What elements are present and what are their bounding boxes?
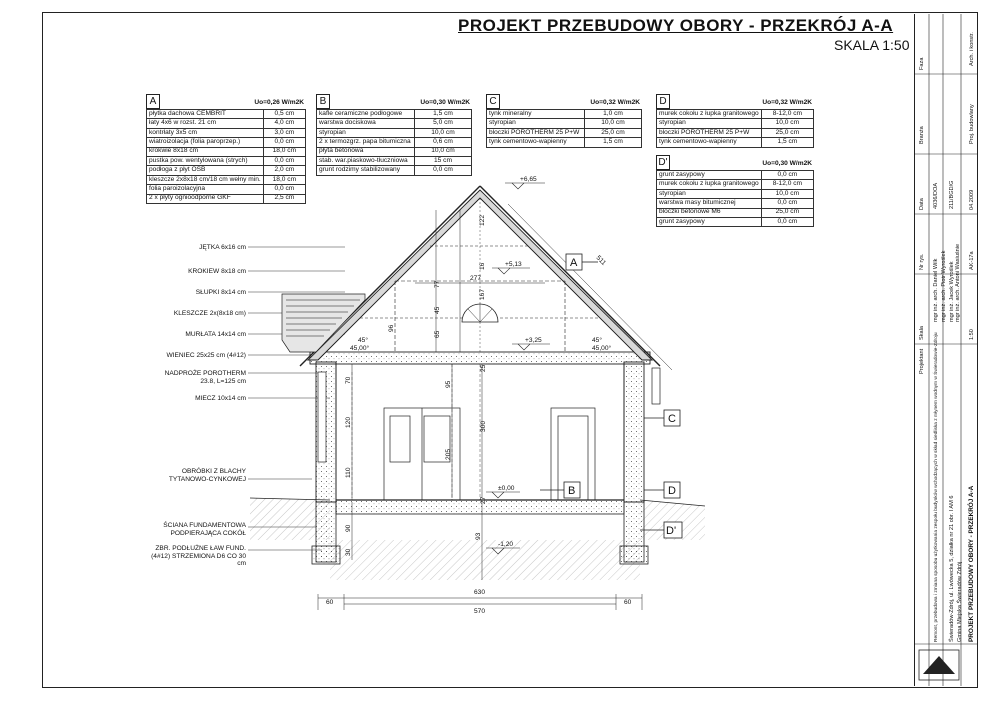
dim-left: 60 — [326, 599, 334, 606]
tb-date: 04.2009 — [969, 189, 975, 210]
layer-material: kafle ceramiczne podłogowe — [317, 110, 415, 119]
dim-angle-1: 45° — [358, 337, 368, 344]
layer-material: warstwa dociskowa — [317, 119, 415, 128]
layer-thickness: 0,0 cm — [761, 171, 813, 180]
layer-thickness: 10,0 cm — [415, 147, 472, 156]
layer-thickness: 10,0 cm — [761, 189, 813, 198]
label-slupki: SŁUPKI 8x14 cm — [195, 289, 246, 296]
layer-material: bloczki betonowe M6 — [657, 208, 762, 217]
layer-thickness: 25,0 cm — [585, 128, 642, 137]
layer-letter: D' — [656, 155, 670, 170]
layer-letter: C — [486, 94, 500, 109]
layer-thickness: 0,5 cm — [263, 110, 305, 119]
layer-thickness: 2,5 cm — [263, 194, 305, 203]
dim-16: 16 — [479, 262, 486, 270]
layer-material: styropian — [657, 119, 762, 128]
label-wieniec: WIENIEC 25x25 cm (4#12) — [166, 352, 246, 359]
tb-project-desc: Remont, przebudowa i zmiana sposobu użytkowania zespołu budynków wchodzących w skład siedliska z młynem wodnym w Świeradowie-Zdroju — [934, 332, 939, 642]
studio-logo-mark — [923, 656, 955, 674]
marker-d-prime: D' — [666, 525, 677, 537]
dim-27: 27 — [480, 496, 487, 504]
dim-110: 110 — [345, 467, 352, 478]
layer-thickness: 8-12,0 cm — [761, 110, 813, 119]
label-murlata: MURŁATA 14x14 cm — [185, 331, 246, 338]
marker-a: A — [570, 257, 578, 269]
layer-thickness: 10,0 cm — [415, 128, 472, 137]
layer-material: tynk cementowo-wapienny — [657, 138, 762, 147]
tb-drawing-title: PROJEKT PRZEBUDOWY OBORY - PRZEKRÓJ A-A — [968, 485, 975, 642]
downpipes — [318, 368, 660, 462]
marker-d: D — [668, 485, 676, 497]
layer-letter: A — [146, 94, 160, 109]
layer-uvalue: Uo=0,26 W/m2K — [254, 99, 304, 106]
layer-thickness: 15 cm — [415, 156, 472, 165]
layer-thickness: 0,0 cm — [263, 185, 305, 194]
dim-96: 96 — [388, 324, 395, 332]
layer-thickness: 1,5 cm — [585, 138, 642, 147]
dim-120: 120 — [345, 416, 352, 428]
label-zbrojenie: ZBR. PODŁUŻNE ŁAW FUND.(4#12) STRZEMIONA D6 CO 30 cm — [151, 545, 246, 567]
dim-right: 60 — [624, 599, 632, 606]
tb-address: Świeradów-Zdrój, ul. Lwówecka 5, działka nr 21 obr. I AM 6 — [949, 495, 955, 642]
layer-thickness: 10,0 cm — [761, 119, 813, 128]
layer-material: 2 x termozgrz. papa bitumiczna — [317, 138, 415, 147]
layer-thickness: 10,0 cm — [585, 119, 642, 128]
layer-material: murek cokołu z łupka granitowego — [657, 110, 762, 119]
label-krokiew: KROKIEW 8x18 cm — [188, 268, 246, 275]
tb-drawing-no-label: Nr rys. — [919, 253, 925, 270]
layer-material: styropian — [317, 128, 415, 137]
layer-thickness: 0,0 cm — [761, 217, 813, 226]
tb-drawing-no: AK-17a — [969, 251, 975, 270]
dim-95: 95 — [445, 380, 452, 388]
label-miecz: MIECZ 10x14 cm — [195, 395, 246, 402]
tb-licence-1: 4036/DOA — [933, 182, 939, 209]
layer-thickness: 0,0 cm — [263, 156, 305, 165]
level-markers — [486, 183, 550, 554]
label-sciana-fund: ŚCIANA FUNDAMENTOWA PODPIERAJĄCA COKÓŁ — [163, 522, 246, 537]
layer-thickness: 8-12,0 cm — [761, 180, 813, 189]
level-665: +6,65 — [520, 176, 537, 183]
level-325: +3,25 — [525, 337, 542, 344]
layer-thickness: 3,0 cm — [263, 128, 305, 137]
layer-material: łaty 4x6 w rozst. 21 cm — [147, 119, 264, 128]
dim-30: 30 — [345, 548, 352, 556]
layer-thickness: 1,5 cm — [415, 110, 472, 119]
layer-material: krokwie 8x18 cm — [147, 147, 264, 156]
layer-material: podłoga z płyt OSB — [147, 166, 264, 175]
label-nadproze: NADPROŻE POROTHERM 23.8, L=125 cm — [164, 370, 246, 385]
dim-77: 77 — [434, 280, 441, 288]
tb-licence-2: 211/BGD/G — [949, 180, 955, 209]
dim-ridge: 277 — [470, 275, 482, 282]
dim-93: 93 — [475, 532, 482, 540]
layer-material: folia paroizolacyjna — [147, 185, 264, 194]
dim-65: 65 — [434, 330, 441, 338]
dim-205: 205 — [445, 448, 452, 460]
dim-70: 70 — [345, 376, 352, 384]
layer-thickness: 0,0 cm — [761, 199, 813, 208]
tb-phase: Proj. budowlany — [969, 104, 975, 144]
layer-thickness: 4,0 cm — [263, 119, 305, 128]
label-jetka: JĘTKA 6x16 cm — [199, 244, 246, 251]
layer-uvalue: Uo=0,30 W/m2K — [420, 99, 470, 106]
layer-thickness: 5,0 cm — [415, 119, 472, 128]
title-block — [914, 14, 977, 686]
marker-b: B — [568, 485, 576, 497]
layer-material: grunt zasypowy — [657, 217, 762, 226]
layer-material: wiatroizolacja (folia paroprzep.) — [147, 138, 264, 147]
dim-90: 90 — [345, 524, 352, 532]
dim-angle-4: 45,00° — [592, 345, 612, 352]
layer-material: grunt rodzimy stabilizowany — [317, 166, 415, 175]
drawing-title: PROJEKT PRZEBUDOWY OBORY - PRZEKRÓJ A-A — [458, 16, 894, 35]
layer-material: kontrłaty 3x5 cm — [147, 128, 264, 137]
layer-uvalue: Uo=0,30 W/m2K — [762, 160, 812, 167]
layer-material: bloczki POROTHERM 25 P+W — [657, 128, 762, 137]
dim-inner: 570 — [474, 608, 486, 615]
layer-material: płyta betonowa — [317, 147, 415, 156]
layer-material: bloczki POROTHERM 25 P+W — [487, 128, 585, 137]
layer-material: stab. war.piaskowo-tłuczniowa — [317, 156, 415, 165]
layer-thickness: 0,6 cm — [415, 138, 472, 147]
title-block-grid — [915, 14, 977, 686]
dim-angle-3: 45° — [592, 337, 602, 344]
dim-roof: 511 — [594, 254, 607, 267]
label-obrobki: OBRÓBKI Z BLACHY TYTANOWO-CYNKOWEJ — [168, 468, 246, 483]
tb-person-1: mgr inż. arch. Daniel Wilk — [933, 258, 939, 322]
layer-material: styropian — [487, 119, 585, 128]
layer-material: murek cokołu z łupka granitowego — [657, 180, 762, 189]
dim-overall: 630 — [474, 589, 486, 596]
layer-letter: D — [656, 94, 670, 109]
layer-material: kleszcze 2x8x18 cm/18 cm wełny min. — [147, 175, 264, 184]
drawing-scale: SKALA 1:50 — [834, 37, 910, 53]
tb-person-4: mgr inż. arch. Antoni Wasiuśnie — [955, 243, 961, 322]
tb-investor: Gmina Miejska Świeradów Zdrój — [957, 561, 963, 642]
layer-material: grunt zasypowy — [657, 171, 762, 180]
tb-person-3: mgr inż. Jacek Wyroślek — [949, 261, 955, 322]
dim-25: 25 — [480, 364, 487, 372]
layer-thickness: 2,0 cm — [263, 166, 305, 175]
layer-material: 2 x płyty ognioodporne GKF — [147, 194, 264, 203]
tb-branza: Branża — [919, 126, 925, 144]
layer-thickness: 1,5 cm — [761, 138, 813, 147]
level-120: -1,20 — [498, 541, 514, 548]
dim-height: 300 — [480, 420, 487, 432]
dim-45: 45 — [434, 306, 441, 314]
dim-angle-2: 45,00° — [350, 345, 370, 352]
layer-thickness: 25,0 cm — [761, 208, 813, 217]
dim-167: 167 — [479, 288, 486, 300]
level-000: ±0,00 — [498, 485, 515, 492]
layer-uvalue: Uo=0,32 W/m2K — [762, 99, 812, 106]
tb-scale-label: Skala — [919, 326, 925, 340]
layer-letter: B — [316, 94, 330, 109]
layer-material: styropian — [657, 189, 762, 198]
layer-thickness: 0,0 cm — [415, 166, 472, 175]
layer-material: tynk mineralny — [487, 110, 585, 119]
dim-122: 122 — [479, 214, 486, 226]
layer-thickness: 18,0 cm — [263, 175, 305, 184]
marker-c: C — [668, 413, 676, 425]
layer-uvalue: Uo=0,32 W/m2K — [590, 99, 640, 106]
tb-arch: Arch. i konstr. — [969, 32, 975, 66]
layer-material: warstwa masy bitumicznej — [657, 199, 762, 208]
tb-person-2: mgr inż. arch. Piotr Wyroślek — [941, 250, 947, 322]
layer-thickness: 25,0 cm — [761, 128, 813, 137]
layer-material: płytka dachowa CEMBRIT — [147, 110, 264, 119]
tb-date-label: Data — [919, 198, 925, 210]
level-513: +5,13 — [505, 261, 522, 268]
layer-thickness: 0,0 cm — [263, 138, 305, 147]
layer-material: pustka pow. wentylowana (strych) — [147, 156, 264, 165]
layer-thickness: 18,0 cm — [263, 147, 305, 156]
layer-material: tynk cementowo-wapienny — [487, 138, 585, 147]
layer-thickness: 1,0 cm — [585, 110, 642, 119]
tb-faza: Faza — [919, 57, 925, 70]
tb-designer-label: Projektant — [919, 348, 925, 374]
label-kleszcze: KLESZCZE 2x(8x18 cm) — [173, 310, 246, 317]
tb-scale: 1:50 — [969, 329, 975, 340]
